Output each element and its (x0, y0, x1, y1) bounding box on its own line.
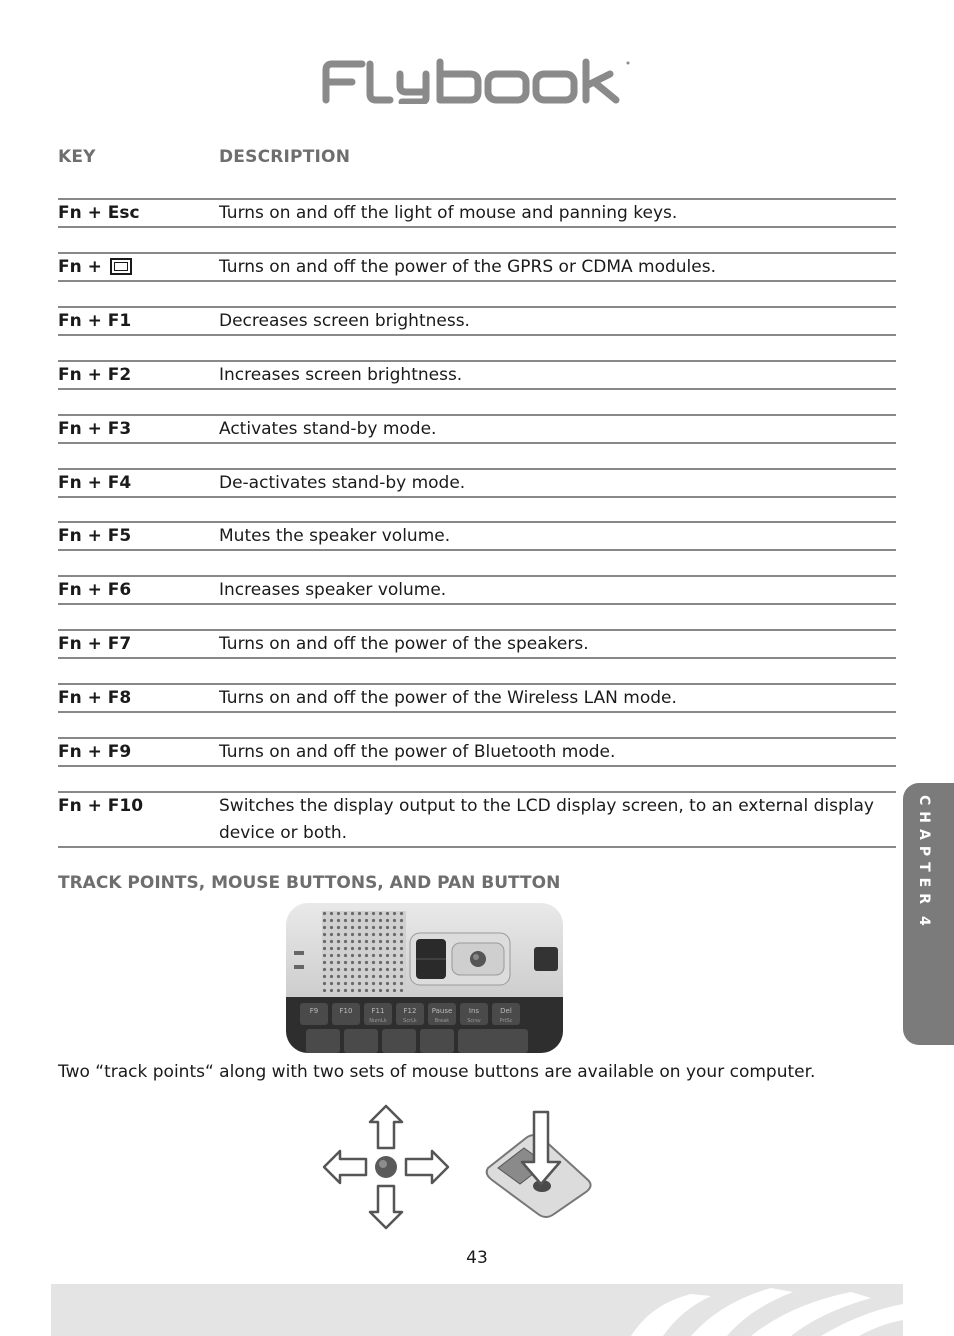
keycap-label: F9 (309, 1007, 319, 1015)
key-combo: Fn + F3 (58, 419, 132, 439)
table-row (58, 737, 896, 767)
keycap-label: F11 (371, 1007, 385, 1015)
footer-band (51, 1284, 903, 1336)
table-row (58, 468, 896, 498)
key-description: Turns on and off the power of the speakers. (219, 634, 589, 654)
key-description: Increases screen brightness. (219, 365, 463, 385)
key-combo: Fn + Esc (58, 203, 140, 223)
keyboard-trackpoint-photo (286, 903, 563, 1053)
trackpoint-arrows-icon (320, 1102, 452, 1232)
column-header-key: KEY (58, 147, 96, 167)
table-row (58, 360, 896, 390)
keycap-label: Ins (468, 1007, 480, 1015)
chapter-label: CHAPTER (916, 795, 932, 910)
table-row (58, 252, 896, 282)
key-description: Turns on and off the light of mouse and panning keys. (219, 203, 678, 223)
key-combo: Fn + F1 (58, 311, 132, 331)
keycap-label: Pause (431, 1007, 453, 1015)
key-description: Switches the display output to the LCD display screen, to an external display device or both. (219, 796, 874, 843)
table-row (58, 198, 896, 228)
keycap-sublabel: Break (434, 1018, 450, 1024)
chapter-number: 4 (916, 915, 932, 932)
key-combo: Fn + F6 (58, 580, 132, 600)
key-combo: Fn + F9 (58, 742, 132, 762)
key-combo: Fn + F8 (58, 688, 132, 708)
key-description: Decreases screen brightness. (219, 311, 470, 331)
page-number: 43 (466, 1248, 488, 1268)
keycap-label: F10 (339, 1007, 353, 1015)
footer-swoosh-decoration (51, 1284, 903, 1336)
key-description: Turns on and off the power of Bluetooth mode. (219, 742, 616, 762)
keycap-sublabel: Scrsv (467, 1018, 481, 1024)
key-description: De-activates stand-by mode. (219, 473, 466, 493)
keycap-sublabel: NumLk (369, 1018, 387, 1024)
key-description: Turns on and off the power of the GPRS or CDMA modules. (219, 257, 716, 277)
pan-button-press-icon (484, 1110, 594, 1220)
key-combo: Fn + F2 (58, 365, 132, 385)
keycap-sublabel: ScrLk (403, 1018, 417, 1024)
column-header-description: DESCRIPTION (219, 147, 351, 167)
key-combo: Fn + F7 (58, 634, 132, 654)
key-description: Turns on and off the power of the Wireless LAN mode. (219, 688, 677, 708)
key-combo: Fn + (58, 254, 132, 281)
table-row (58, 306, 896, 336)
key-combo: Fn + F10 (58, 796, 144, 816)
key-combo: Fn + F4 (58, 473, 132, 493)
key-description: Mutes the speaker volume. (219, 526, 451, 546)
flybook-logo (318, 58, 634, 104)
modem-key-icon (110, 258, 132, 275)
keycap-label: F12 (403, 1007, 417, 1015)
table-row (58, 629, 896, 659)
chapter-tab-text (916, 795, 952, 1035)
table-row (58, 791, 896, 848)
table-row (58, 521, 896, 551)
table-row (58, 575, 896, 605)
table-row (58, 683, 896, 713)
keycap-sublabel: PrtSc (499, 1018, 513, 1024)
keycap-label: Del (500, 1007, 512, 1015)
key-description: Increases speaker volume. (219, 580, 447, 600)
key-combo: Fn + F5 (58, 526, 132, 546)
key-description: Activates stand-by mode. (219, 419, 437, 439)
section-title: TRACK POINTS, MOUSE BUTTONS, AND PAN BUTTON (58, 873, 561, 893)
body-paragraph: Two “track points“ along with two sets of mouse buttons are available on your computer. (58, 1062, 816, 1082)
table-row (58, 414, 896, 444)
